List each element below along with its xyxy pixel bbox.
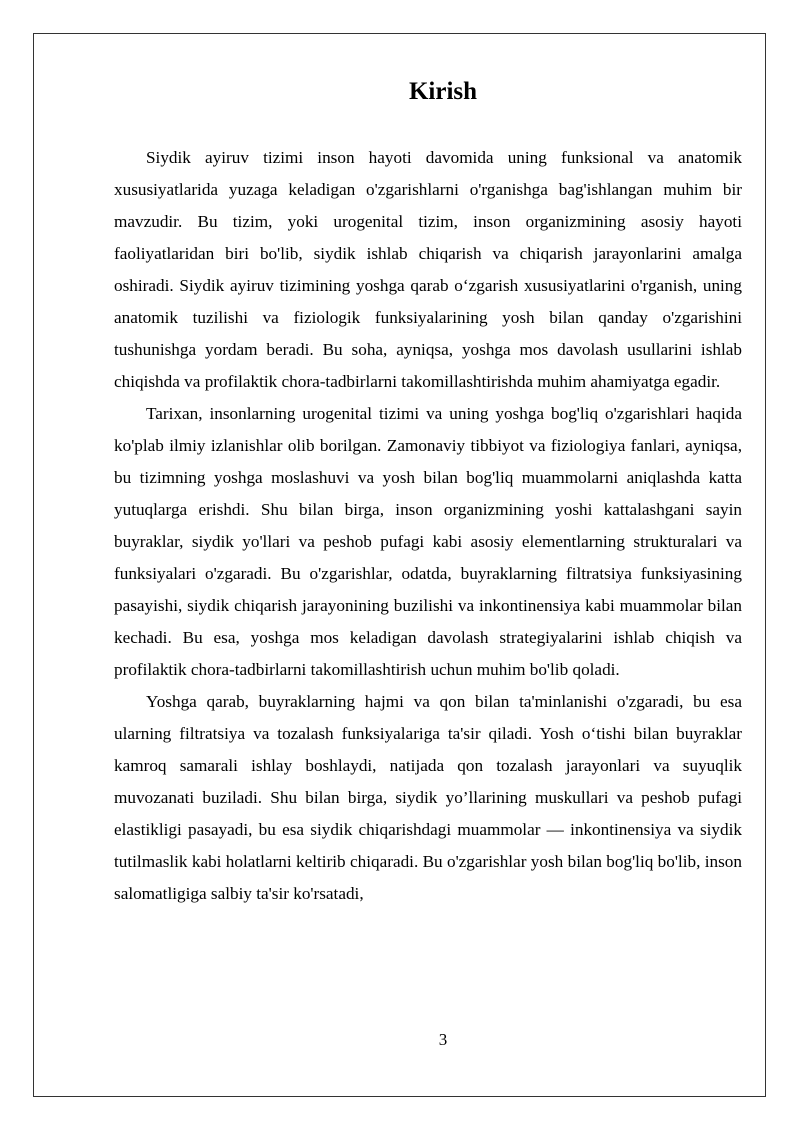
page-number: 3	[438, 1030, 448, 1049]
paragraph-3: Yoshga qarab, buyraklarning hajmi va qon bilan ta'minlanishi o'zgaradi, bu esa ularning filtratsiya va tozalash funksiyalariga ta'sir qiladi. Yosh o‘tishi bilan buyraklar kamroq samarali ishlay boshlaydi, natijada qon tozalash jarayonlari va suyuqlik muvozanati buziladi. Shu bilan birga, siydik yo’llarining muskullari va peshob pufagi elastikligi pasayadi, bu esa siydik chiqarishdagi muammolar — inkontinensiya va siydik tutilmaslik kabi holatlarni keltirib chiqaradi. Bu o'zgarishlar yosh bilan bog'liq bo'lib, inson salomatligiga salbiy ta'sir ko'rsatadi,	[114, 692, 742, 903]
paragraph-2: Tarixan, insonlarning urogenital tizimi va uning yoshga bog'liq o'zgarishlari haqida ko'plab ilmiy izlanishlar olib borilgan. Zamonaviy tibbiyot va fiziologiya fanlari, ayniqsa, bu tizimning yoshga moslashuvi va yosh bilan bog'liq muammolarni aniqlashda katta yutuqlarga erishdi. Shu bilan birga, inson organizmining yoshi kattalashgani sayin buyraklar, siydik yo'llari va peshob pufagi kabi asosiy elementlarning strukturalari va funksiyalari o'zgaradi. Bu o'zgarishlar, odatda, buyraklarning filtratsiya funksiyasining pasayishi, siydik chiqarish jarayonining buzilishi va inkontinensiya kabi muammolar bilan kechadi. Bu esa, yoshga mos keladigan davolash strategiyalarini ishlab chiqish va profilaktik chora-tadbirlarni takomillashtirish uchun muhim bo'lib qoladi.	[114, 404, 742, 679]
page-title: Kirish	[408, 78, 478, 105]
document-body	[114, 142, 742, 910]
paragraph-1: Siydik ayiruv tizimi inson hayoti davomida uning funksional va anatomik xususiyatlarida yuzaga keladigan o'zgarishlarni o'rganishga bag'ishlangan muhim bir mavzudir. Bu tizim, yoki urogenital tizim, inson organizmining asosiy hayoti faoliyatlaridan biri bo'lib, siydik ishlab chiqarish va chiqarish jarayonlarini amalga oshiradi. Siydik ayiruv tizimining yoshga qarab o‘zgarish xususiyatlarini o'rganish, uning anatomik tuzilishi va fiziologik funksiyalarining yosh bilan qanday o'zgarishini tushunishga yordam beradi. Bu soha, ayniqsa, yoshga mos davolash usullarini ishlab chiqishda va profilaktik chora-tadbirlarni takomillashtirishda muhim ahamiyatga egadir.	[114, 148, 742, 391]
